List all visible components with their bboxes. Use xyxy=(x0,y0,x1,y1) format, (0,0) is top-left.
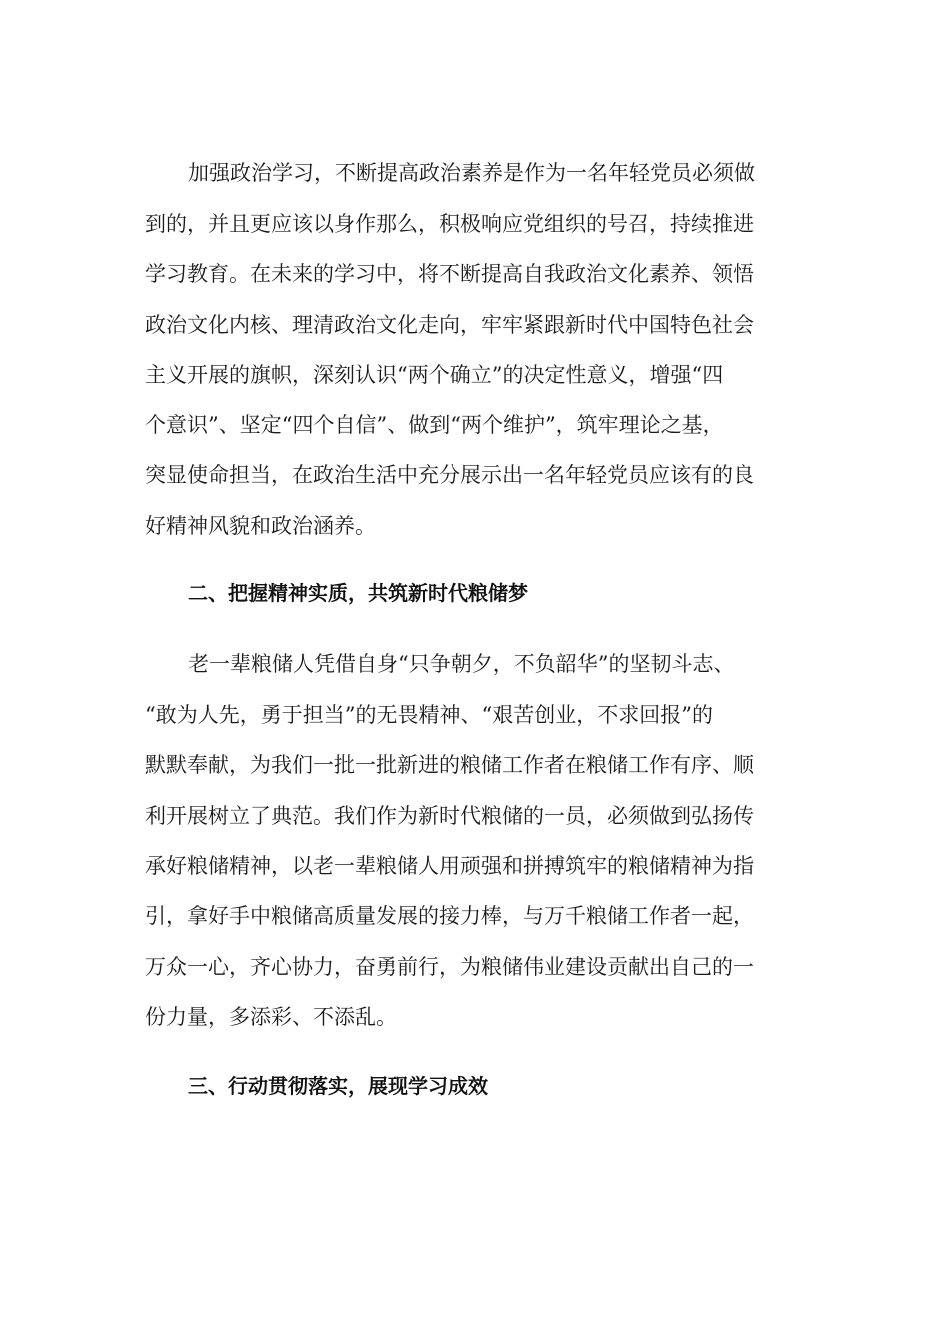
paragraph-line: 引，拿好手中粮储高质量发展的接力棒，与万千粮储工作者一起， xyxy=(145,904,754,928)
paragraph-line: “敢为人先，勇于担当”的无畏精神、“艰苦创业，不求回报”的 xyxy=(145,703,713,727)
paragraph-line: 个意识”、坚定“四个自信”、做到“两个维护”，筑牢理论之基， xyxy=(145,413,724,437)
section-heading-3: 三、行动贯彻落实，展现学习成效 xyxy=(188,1074,488,1098)
section-heading-2: 二、把握精神实质，共筑新时代粮储梦 xyxy=(188,581,528,605)
paragraph-line: 突显使命担当，在政治生活中充分展示出一名年轻党员应该有的良 xyxy=(145,463,754,487)
paragraph-line: 利开展树立了典范。我们作为新时代粮储的一员，必须做到弘扬传 xyxy=(145,804,754,828)
paragraph-line: 主义开展的旗帜，深刻认识“两个确立”的决定性意义，增强“四 xyxy=(145,363,724,387)
paragraph-line: 老一辈粮储人凭借自身“只争朝夕，不负韶华”的坚韧斗志、 xyxy=(188,652,735,676)
paragraph-line: 加强政治学习，不断提高政治素养是作为一名年轻党员必须做 xyxy=(188,161,755,185)
paragraph-line: 份力量，多添彩、不添乱。 xyxy=(145,1005,397,1029)
paragraph-line: 万众一心，齐心协力，奋勇前行，为粮储伟业建设贡献出自己的一 xyxy=(145,955,754,979)
paragraph-line: 默默奉献，为我们一批一批新进的粮储工作者在粮储工作有序、顺 xyxy=(145,753,754,777)
paragraph-line: 到的，并且更应该以身作那么，积极响应党组织的号召，持续推进 xyxy=(145,212,754,236)
paragraph-line: 好精神风貌和政治涵养。 xyxy=(145,514,376,538)
paragraph-line: 政治文化内核、理清政治文化走向，牢牢紧跟新时代中国特色社会 xyxy=(145,313,754,337)
paragraph-line: 承好粮储精神，以老一辈粮储人用顽强和拼搏筑牢的粮储精神为指 xyxy=(145,854,754,878)
paragraph-line: 学习教育。在未来的学习中，将不断提高自我政治文化素养、领悟 xyxy=(145,262,754,286)
